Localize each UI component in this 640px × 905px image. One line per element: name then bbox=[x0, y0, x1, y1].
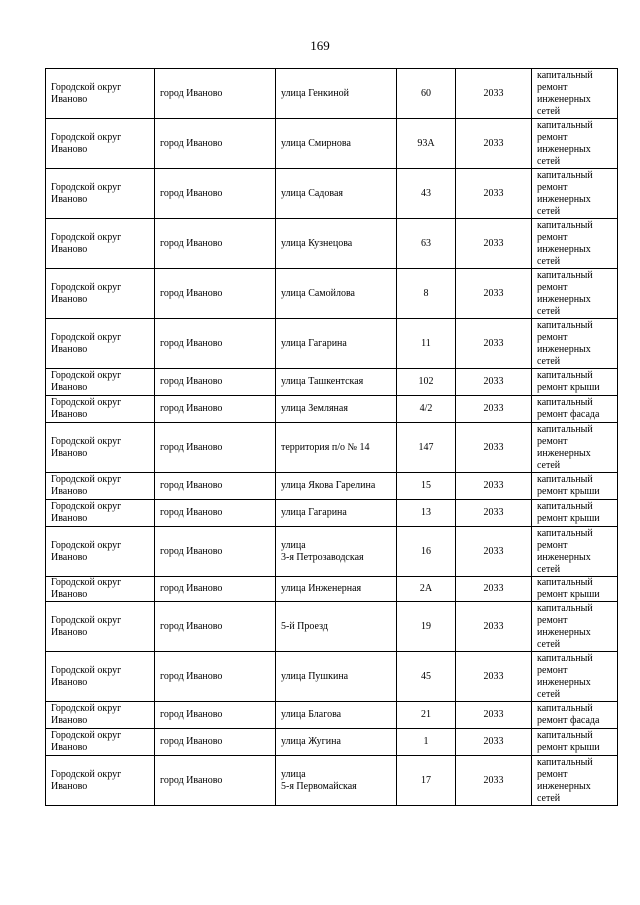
cell-gorod: город Иваново bbox=[155, 396, 276, 423]
cell-ulica: улица Инженерная bbox=[276, 577, 397, 602]
cell-gorod: город Иваново bbox=[155, 652, 276, 702]
cell-ulica: улица Земляная bbox=[276, 396, 397, 423]
cell-god: 2033 bbox=[456, 702, 532, 729]
table-row bbox=[46, 500, 618, 527]
cell-god: 2033 bbox=[456, 473, 532, 500]
cell-ulica: улица Генкиной bbox=[276, 69, 397, 119]
cell-dom: 21 bbox=[397, 702, 456, 729]
cell-okrug: Городской округ Иваново bbox=[46, 219, 155, 269]
cell-dom: 17 bbox=[397, 756, 456, 806]
cell-gorod: город Иваново bbox=[155, 219, 276, 269]
cell-god: 2033 bbox=[456, 577, 532, 602]
cell-okrug: Городской округ Иваново bbox=[46, 119, 155, 169]
cell-dom: 60 bbox=[397, 69, 456, 119]
cell-gorod: город Иваново bbox=[155, 319, 276, 369]
page-number: 169 bbox=[310, 38, 330, 53]
cell-god: 2033 bbox=[456, 500, 532, 527]
cell-ulica: улица Гагарина bbox=[276, 500, 397, 527]
cell-dom: 13 bbox=[397, 500, 456, 527]
cell-vid-rabot: капитальный ремонт инженерных сетей bbox=[532, 756, 618, 806]
cell-vid-rabot: капитальный ремонт инженерных сетей bbox=[532, 652, 618, 702]
table-row bbox=[46, 702, 618, 729]
cell-dom: 63 bbox=[397, 219, 456, 269]
cell-vid-rabot: капитальный ремонт инженерных сетей bbox=[532, 269, 618, 319]
cell-gorod: город Иваново bbox=[155, 369, 276, 396]
cell-okrug: Городской округ Иваново bbox=[46, 169, 155, 219]
table-row bbox=[46, 577, 618, 602]
cell-god: 2033 bbox=[456, 602, 532, 652]
cell-ulica: улица Садовая bbox=[276, 169, 397, 219]
cell-god: 2033 bbox=[456, 369, 532, 396]
cell-vid-rabot: капитальный ремонт фасада bbox=[532, 702, 618, 729]
cell-dom: 45 bbox=[397, 652, 456, 702]
cell-vid-rabot: капитальный ремонт инженерных сетей bbox=[532, 119, 618, 169]
cell-okrug: Городской округ Иваново bbox=[46, 423, 155, 473]
cell-vid-rabot: капитальный ремонт инженерных сетей bbox=[532, 69, 618, 119]
cell-dom: 4/2 bbox=[397, 396, 456, 423]
table-row bbox=[46, 602, 618, 652]
cell-vid-rabot: капитальный ремонт крыши bbox=[532, 473, 618, 500]
table-row bbox=[46, 69, 618, 119]
cell-ulica: улица Благова bbox=[276, 702, 397, 729]
table-row bbox=[46, 652, 618, 702]
cell-okrug: Городской округ Иваново bbox=[46, 652, 155, 702]
cell-vid-rabot: капитальный ремонт крыши bbox=[532, 500, 618, 527]
cell-vid-rabot: капитальный ремонт инженерных сетей bbox=[532, 423, 618, 473]
cell-okrug: Городской округ Иваново bbox=[46, 473, 155, 500]
cell-vid-rabot: капитальный ремонт инженерных сетей bbox=[532, 169, 618, 219]
cell-gorod: город Иваново bbox=[155, 729, 276, 756]
cell-ulica: улица Жугина bbox=[276, 729, 397, 756]
cell-gorod: город Иваново bbox=[155, 602, 276, 652]
cell-okrug: Городской округ Иваново bbox=[46, 319, 155, 369]
cell-dom: 16 bbox=[397, 527, 456, 577]
cell-okrug: Городской округ Иваново bbox=[46, 69, 155, 119]
repair-schedule-table bbox=[45, 68, 618, 806]
table-body bbox=[46, 69, 618, 806]
cell-vid-rabot: капитальный ремонт инженерных сетей bbox=[532, 319, 618, 369]
cell-ulica: улица 3-я Петрозаводская bbox=[276, 527, 397, 577]
cell-okrug: Городской округ Иваново bbox=[46, 500, 155, 527]
cell-gorod: город Иваново bbox=[155, 169, 276, 219]
cell-gorod: город Иваново bbox=[155, 69, 276, 119]
table-row bbox=[46, 473, 618, 500]
cell-ulica: улица Пушкина bbox=[276, 652, 397, 702]
cell-dom: 147 bbox=[397, 423, 456, 473]
cell-god: 2033 bbox=[456, 69, 532, 119]
cell-gorod: город Иваново bbox=[155, 756, 276, 806]
cell-vid-rabot: капитальный ремонт крыши bbox=[532, 729, 618, 756]
cell-okrug: Городской округ Иваново bbox=[46, 729, 155, 756]
cell-dom: 15 bbox=[397, 473, 456, 500]
cell-god: 2033 bbox=[456, 269, 532, 319]
cell-gorod: город Иваново bbox=[155, 702, 276, 729]
cell-vid-rabot: капитальный ремонт инженерных сетей bbox=[532, 602, 618, 652]
cell-ulica: улица Ташкентская bbox=[276, 369, 397, 396]
cell-god: 2033 bbox=[456, 729, 532, 756]
table-row bbox=[46, 119, 618, 169]
cell-okrug: Городской округ Иваново bbox=[46, 396, 155, 423]
cell-god: 2033 bbox=[456, 219, 532, 269]
cell-ulica: улица Смирнова bbox=[276, 119, 397, 169]
cell-dom: 2А bbox=[397, 577, 456, 602]
cell-gorod: город Иваново bbox=[155, 500, 276, 527]
cell-dom: 1 bbox=[397, 729, 456, 756]
cell-ulica: территория п/о № 14 bbox=[276, 423, 397, 473]
cell-dom: 102 bbox=[397, 369, 456, 396]
cell-okrug: Городской округ Иваново bbox=[46, 369, 155, 396]
cell-ulica: улица 5-я Первомайская bbox=[276, 756, 397, 806]
table-row bbox=[46, 729, 618, 756]
cell-ulica: улица Гагарина bbox=[276, 319, 397, 369]
cell-dom: 19 bbox=[397, 602, 456, 652]
cell-okrug: Городской округ Иваново bbox=[46, 602, 155, 652]
cell-okrug: Городской округ Иваново bbox=[46, 527, 155, 577]
cell-dom: 93А bbox=[397, 119, 456, 169]
cell-god: 2033 bbox=[456, 756, 532, 806]
cell-god: 2033 bbox=[456, 319, 532, 369]
cell-ulica: улица Кузнецова bbox=[276, 219, 397, 269]
cell-god: 2033 bbox=[456, 527, 532, 577]
cell-vid-rabot: капитальный ремонт инженерных сетей bbox=[532, 527, 618, 577]
table-row bbox=[46, 527, 618, 577]
cell-okrug: Городской округ Иваново bbox=[46, 269, 155, 319]
table-row bbox=[46, 423, 618, 473]
table-row bbox=[46, 369, 618, 396]
cell-vid-rabot: капитальный ремонт инженерных сетей bbox=[532, 219, 618, 269]
table-row bbox=[46, 319, 618, 369]
cell-god: 2033 bbox=[456, 652, 532, 702]
cell-god: 2033 bbox=[456, 396, 532, 423]
cell-god: 2033 bbox=[456, 119, 532, 169]
cell-okrug: Городской округ Иваново bbox=[46, 756, 155, 806]
cell-ulica: 5-й Проезд bbox=[276, 602, 397, 652]
cell-dom: 8 bbox=[397, 269, 456, 319]
cell-okrug: Городской округ Иваново bbox=[46, 702, 155, 729]
cell-dom: 43 bbox=[397, 169, 456, 219]
table-row bbox=[46, 396, 618, 423]
table-row bbox=[46, 269, 618, 319]
cell-god: 2033 bbox=[456, 169, 532, 219]
cell-dom: 11 bbox=[397, 319, 456, 369]
cell-gorod: город Иваново bbox=[155, 423, 276, 473]
table-row bbox=[46, 756, 618, 806]
table-row bbox=[46, 169, 618, 219]
cell-ulica: улица Якова Гарелина bbox=[276, 473, 397, 500]
cell-gorod: город Иваново bbox=[155, 577, 276, 602]
cell-vid-rabot: капитальный ремонт крыши bbox=[532, 577, 618, 602]
cell-gorod: город Иваново bbox=[155, 119, 276, 169]
cell-vid-rabot: капитальный ремонт крыши bbox=[532, 369, 618, 396]
cell-god: 2033 bbox=[456, 423, 532, 473]
cell-okrug: Городской округ Иваново bbox=[46, 577, 155, 602]
cell-gorod: город Иваново bbox=[155, 269, 276, 319]
cell-gorod: город Иваново bbox=[155, 473, 276, 500]
cell-vid-rabot: капитальный ремонт фасада bbox=[532, 396, 618, 423]
cell-gorod: город Иваново bbox=[155, 527, 276, 577]
cell-ulica: улица Самойлова bbox=[276, 269, 397, 319]
table-row bbox=[46, 219, 618, 269]
